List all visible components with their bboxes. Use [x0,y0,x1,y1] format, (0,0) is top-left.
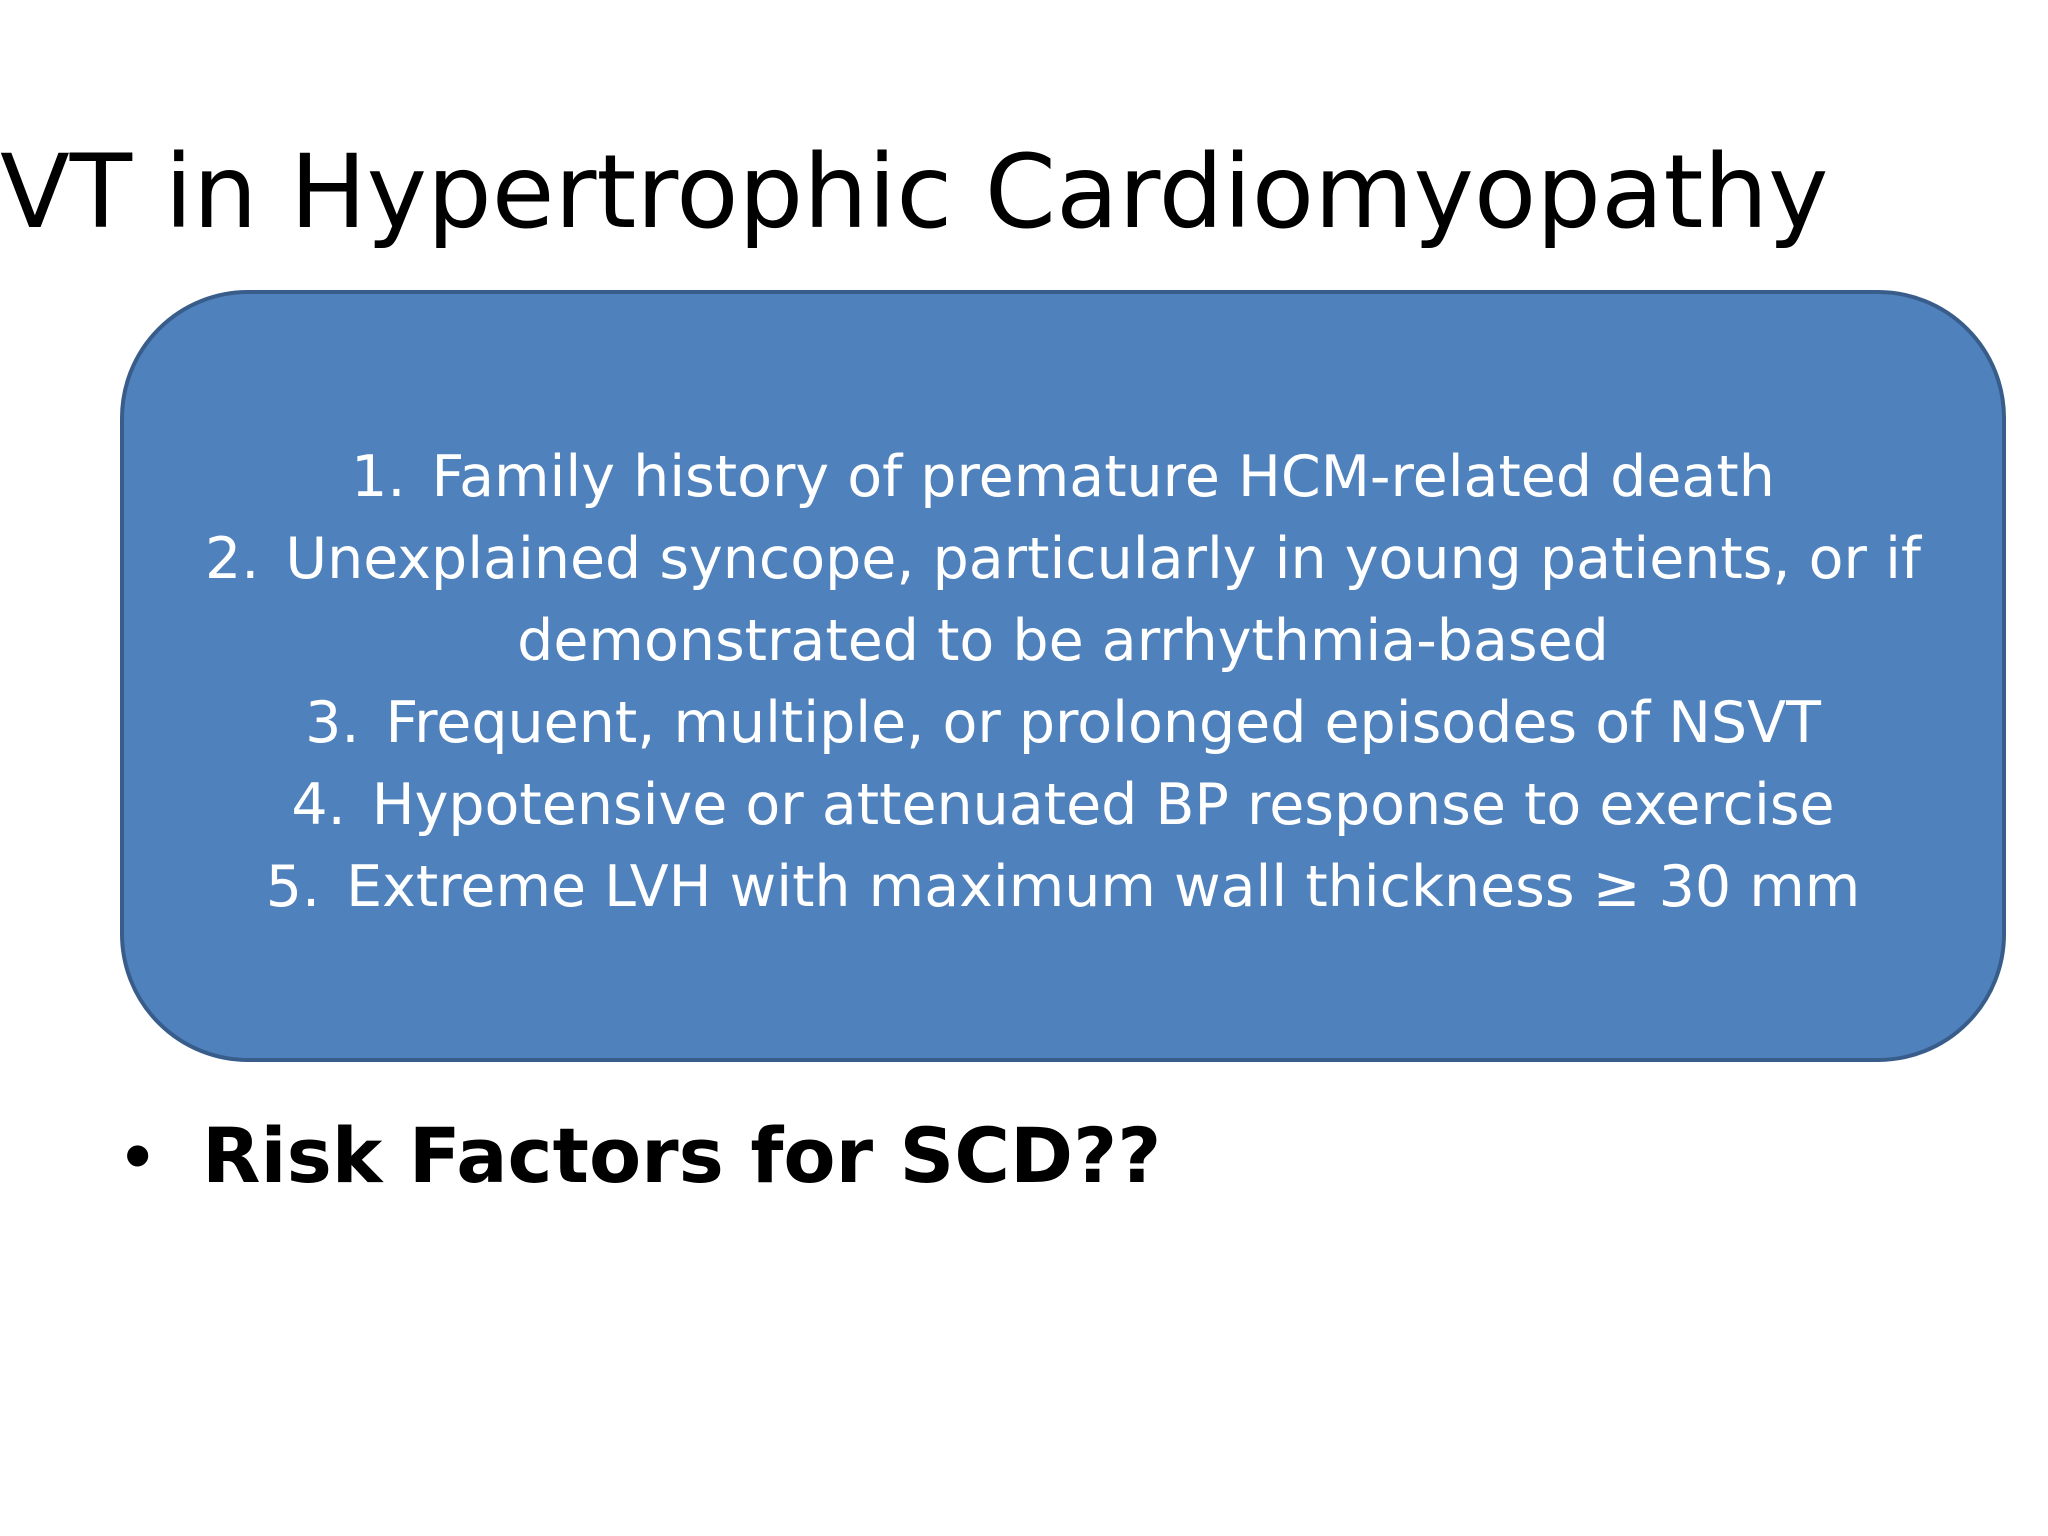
bullet-icon: • [124,1110,152,1199]
list-item [0,846,2048,928]
list-item [0,436,2048,518]
list-item-number: 2. [205,526,260,592]
list-item [0,764,2048,846]
list-item-number: 5. [265,854,321,920]
list-item-text: Unexplained syncope, particularly in young patients, or if [285,526,1921,592]
list-item-continuation [0,600,2048,682]
list-item-number: 3. [305,690,360,756]
list-item-text: demonstrated to be arrhythmia-based [517,608,1609,674]
risk-factors-list [0,436,2048,928]
list-item-number: 4. [291,772,346,838]
slide-title: VT in Hypertrophic Cardiomyopathy [0,133,1829,252]
bullet-point [124,1100,1161,1210]
list-item [0,518,2048,600]
list-item [0,682,2048,764]
list-item-text: Extreme LVH with maximum wall thickness ≥ 30 mm [346,854,1861,920]
list-item-text: Frequent, multiple, or prolonged episodes of NSVT [385,690,1821,756]
list-item-text: Hypotensive or attenuated BP response to exercise [371,772,1835,838]
bullet-text: Risk Factors for SCD?? [202,1110,1162,1200]
list-item-text: Family history of premature HCM-related death [431,444,1775,510]
list-item-number: 1. [351,444,406,510]
